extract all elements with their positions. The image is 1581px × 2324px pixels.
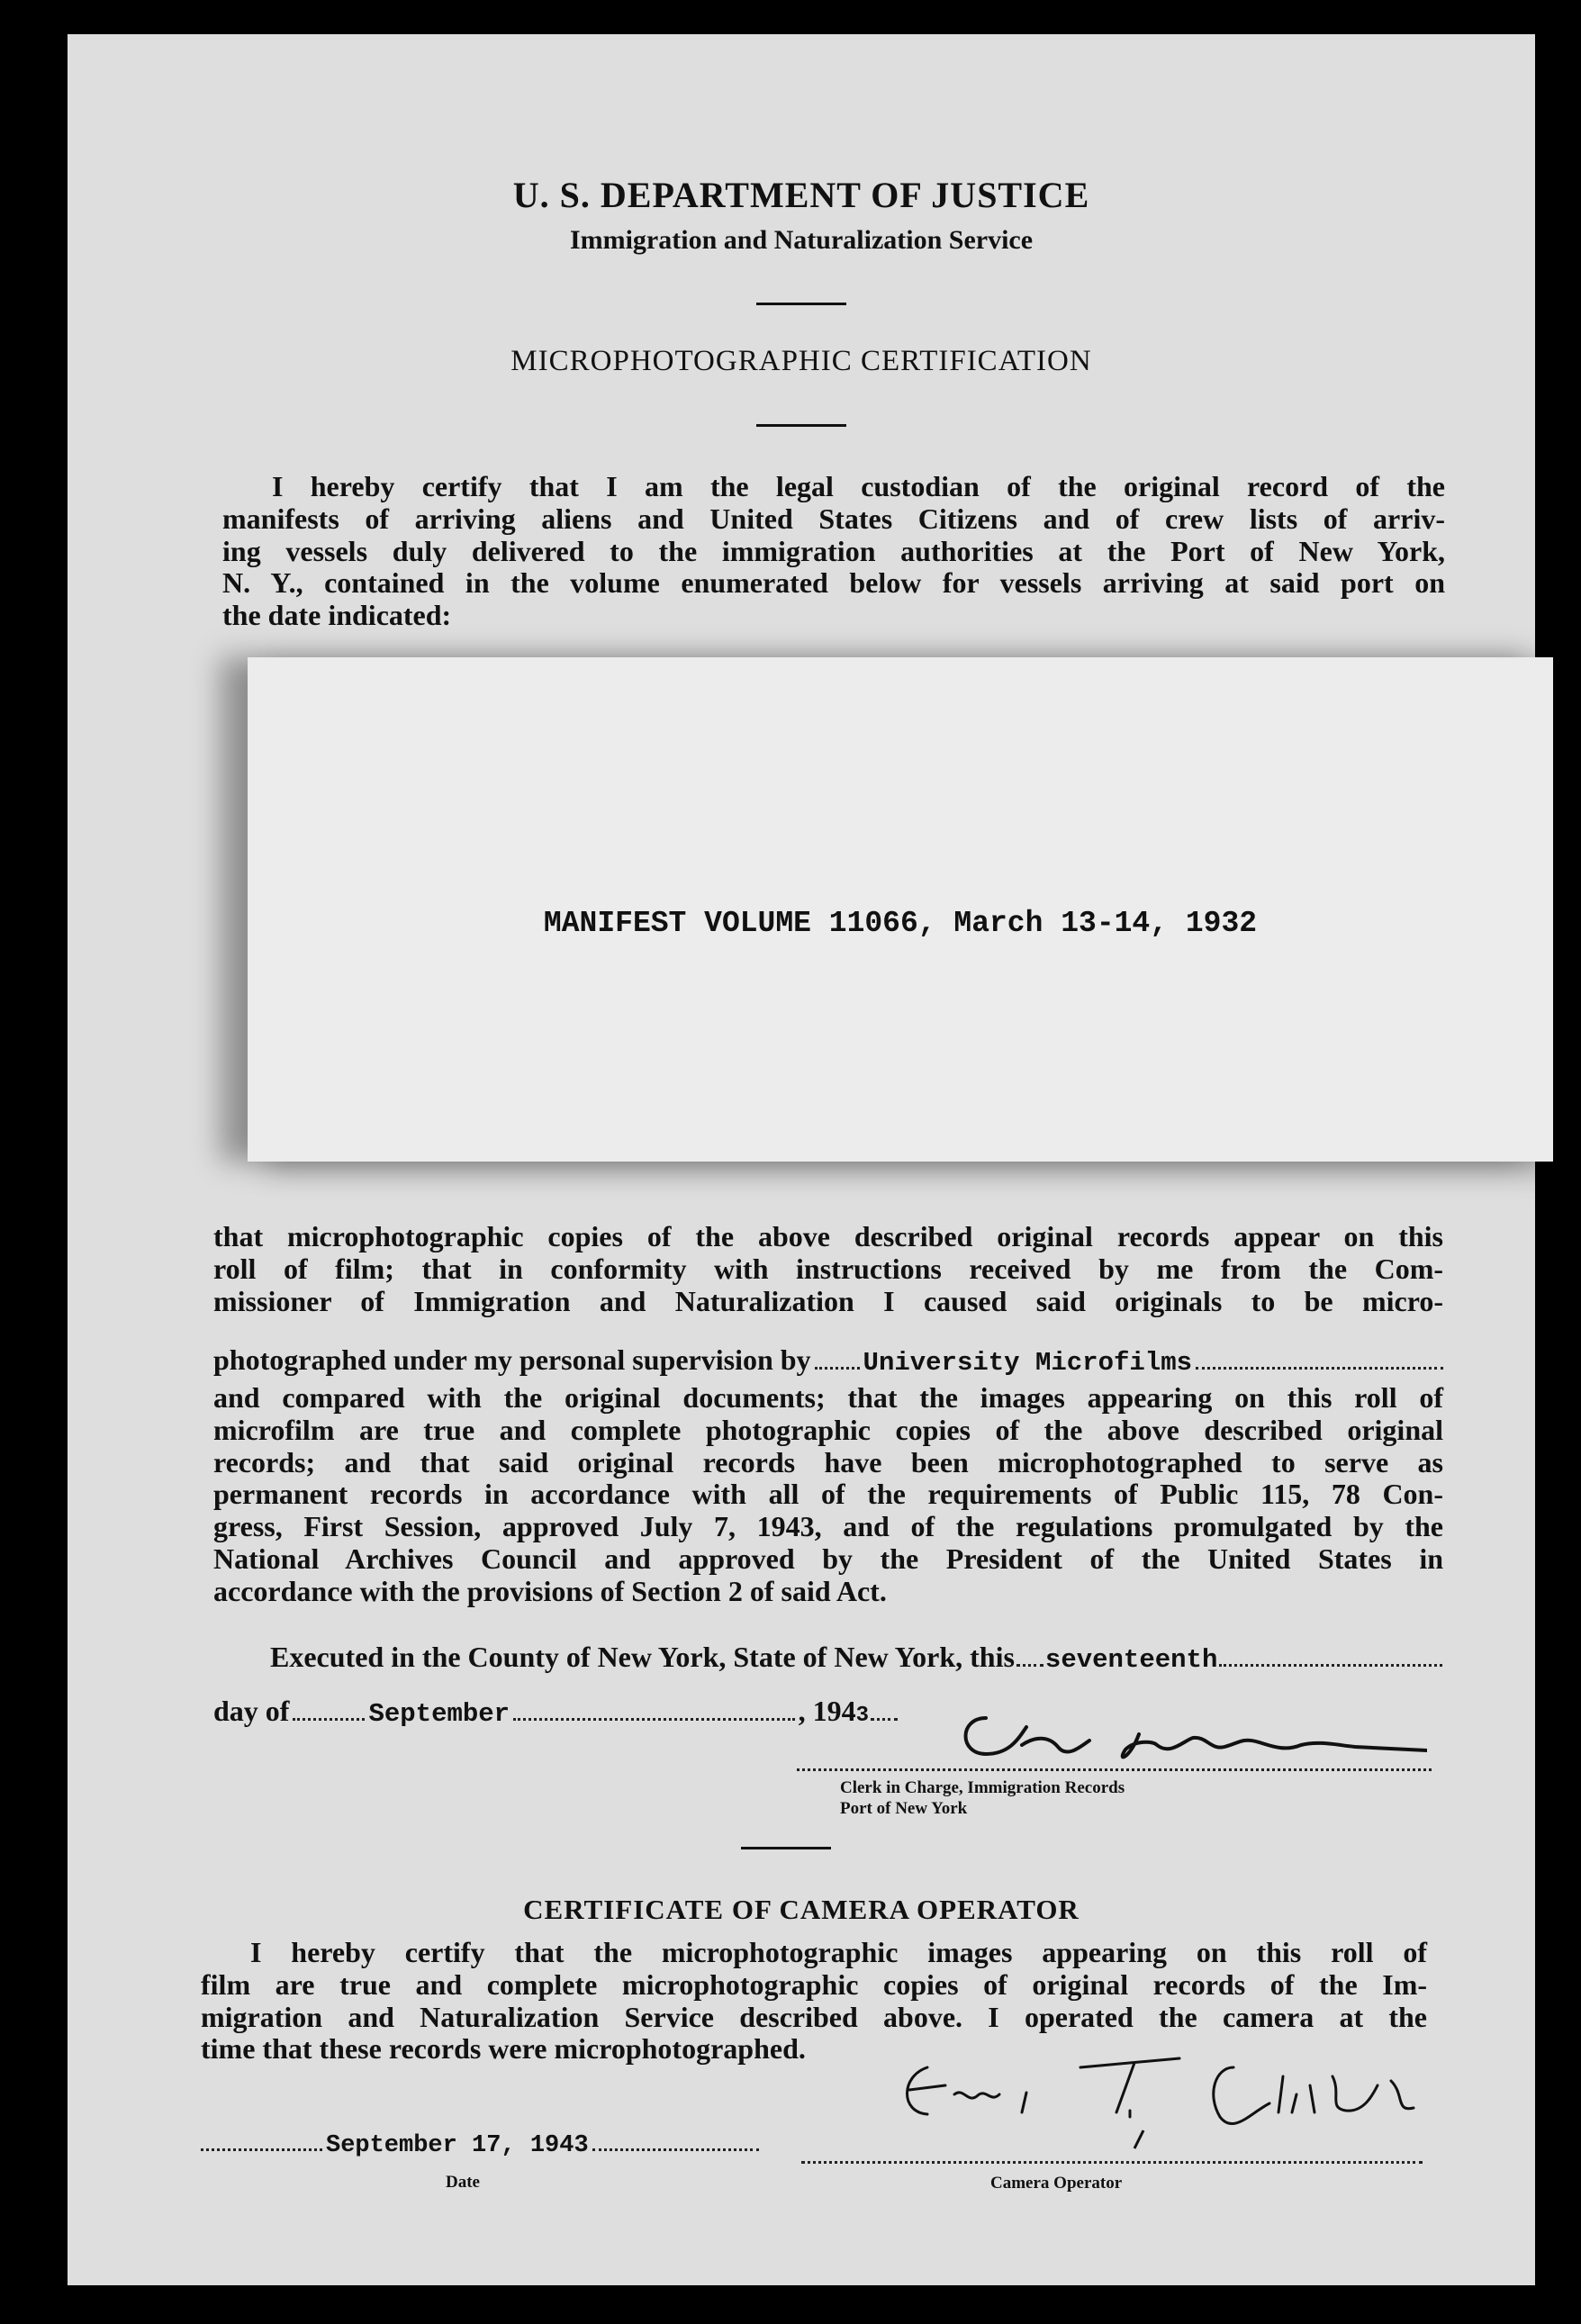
text-line: gress, First Session, approved July 7, 1943, and of the regulations promulgated by the (213, 1510, 1443, 1543)
text-line: missioner of Immigration and Naturalization I caused said originals to be micro- (213, 1284, 1443, 1317)
year-prefix: , 194 (798, 1695, 856, 1727)
dotted-fill (201, 2148, 322, 2151)
body-paragraph-a (213, 1221, 1443, 1317)
dotted-fill (1219, 1664, 1442, 1667)
clerk-signature-line (797, 1768, 1432, 1771)
service-subheading: Immigration and Naturalization Service (569, 225, 1034, 255)
executed-day: seventeenth (1044, 1645, 1218, 1675)
executed-month: September (368, 1699, 510, 1729)
manifest-volume: MANIFEST VOLUME 11066, March 13-14, 1932 (543, 907, 1258, 940)
date-label: Date (446, 2173, 480, 2192)
body-paragraph-b (213, 1382, 1443, 1608)
supervision-prefix: photographed under my personal supervision by (213, 1343, 811, 1376)
text-line: permanent records in accordance with all of the requirements of Public 115, 78 Con- (213, 1478, 1443, 1511)
year-value: 3 (855, 1704, 869, 1728)
camera-date-value: September 17, 1943 (326, 2132, 589, 2159)
text-line: manifests of arriving aliens and United States Citizens and of crew lists of arriv- (222, 502, 1445, 535)
date-field (201, 2132, 759, 2159)
text-line: ing vessels duly delivered to the immigration authorities at the Port of New York, (222, 534, 1445, 567)
text-line: the date indicated: (222, 599, 452, 632)
text-line: migration and Naturalization Service described above. I operated the camera at the (201, 2000, 1427, 2033)
dotted-fill (592, 2148, 759, 2151)
clerk-title: Clerk in Charge, Immigration Records (840, 1778, 1125, 1797)
text-line: I hereby certify that I am the legal custodian of the original record of the (272, 470, 1445, 502)
dotted-fill (293, 1718, 365, 1721)
text-line: N. Y., contained in the volume enumerated below for vessels arriving at said port on (222, 566, 1445, 600)
clerk-location: Port of New York (840, 1799, 968, 1818)
divider (756, 424, 846, 427)
dotted-fill (1196, 1367, 1443, 1370)
certificate-page (68, 34, 1535, 2285)
executed-line (270, 1641, 1442, 1677)
dotted-fill (513, 1718, 795, 1721)
text-line: film are true and complete microphotographic copies of original records of the Im- (201, 1967, 1427, 2001)
clerk-signature (923, 1691, 1427, 1781)
day-of-text: day of (213, 1695, 290, 1727)
text-line: I hereby certify that the microphotographic images appearing on this roll of (250, 1936, 1427, 1968)
camera-certificate-title: CERTIFICATE OF CAMERA OPERATOR (523, 1894, 1080, 1925)
text-line: time that these records were microphotographed. (201, 2032, 806, 2066)
certification-title: MICROPHOTOGRAPHIC CERTIFICATION (510, 345, 1092, 377)
operator-label: Camera Operator (990, 2174, 1123, 2193)
executed-text: Executed in the County of New York, State of New York, this (270, 1641, 1015, 1673)
text-line: microfilm are true and complete photographic copies of the above described original (213, 1413, 1443, 1446)
text-line: accordance with the provisions of Section 2 of said Act. (213, 1574, 887, 1607)
day-of-line (213, 1696, 898, 1732)
operator-signature (873, 2031, 1432, 2166)
text-line: that microphotographic copies of the above described original records appear on this (213, 1220, 1443, 1252)
department-heading: U. S. DEPARTMENT OF JUSTICE (512, 175, 1090, 215)
text-line: records; and that said original records have been microphotographed to serve as (213, 1445, 1443, 1478)
operator-signature-line (801, 2161, 1423, 2164)
dotted-fill (1016, 1664, 1043, 1667)
divider (756, 303, 846, 305)
intro-paragraph (222, 471, 1445, 632)
dotted-fill (871, 1718, 898, 1721)
supervision-value: University Microfilms (863, 1348, 1193, 1378)
text-line: and compared with the original documents; that the images appearing on this roll of (213, 1381, 1443, 1414)
text-line: roll of film; that in conformity with instructions received by me from the Com- (213, 1252, 1443, 1285)
volume-label-card (248, 657, 1553, 1162)
divider (741, 1847, 831, 1849)
text-line: National Archives Council and approved by the President of the United States in (213, 1542, 1443, 1575)
supervision-line (213, 1344, 1443, 1379)
dotted-fill (815, 1367, 860, 1370)
